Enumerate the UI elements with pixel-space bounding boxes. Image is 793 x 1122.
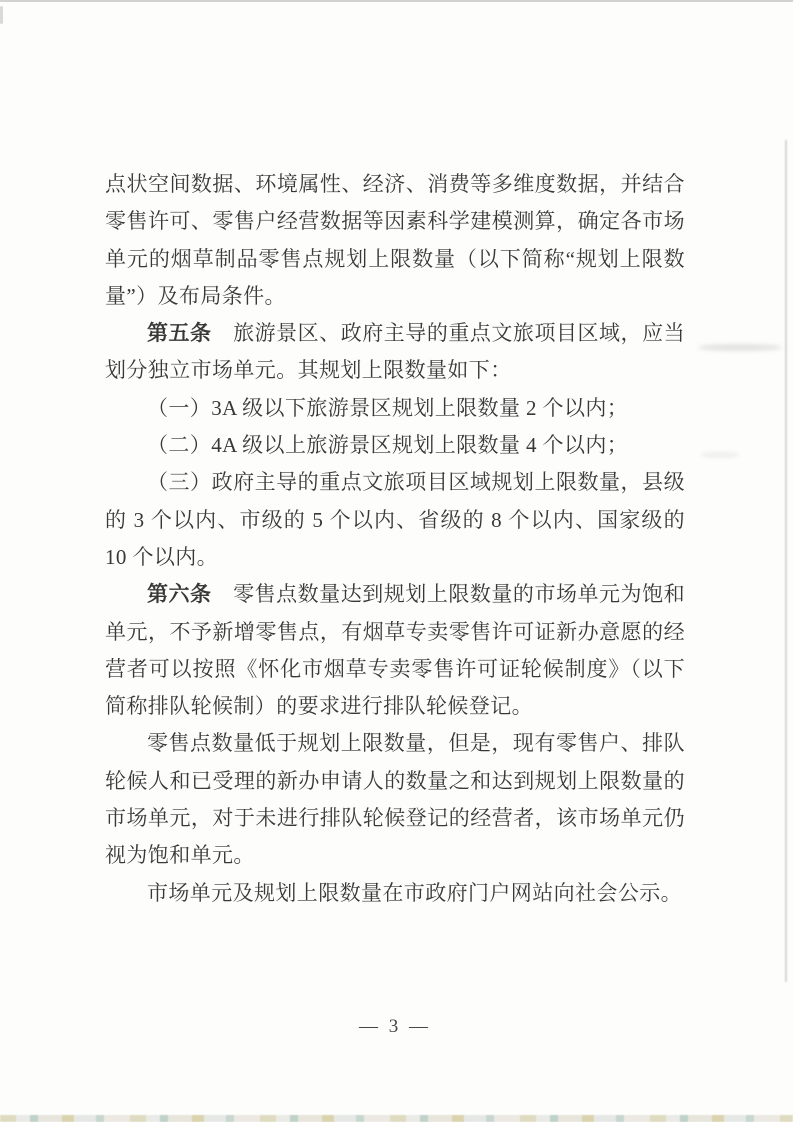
paragraph-text: 零售点数量低于规划上限数量，但是，现有零售户、排队轮候人和已受理的新办申请人的数量之和达到规划上限数量的市场单元，对于未进行排队轮候登记的经营者，该市场单元仍视为饱和单元。 bbox=[105, 731, 685, 868]
article-6-heading: 第六条 bbox=[147, 582, 212, 607]
scan-top-edge-artifact bbox=[0, 0, 793, 2]
paragraph-item-2 bbox=[105, 427, 685, 464]
paragraph-item-1 bbox=[105, 390, 685, 427]
paragraph-article-5 bbox=[105, 315, 685, 390]
paragraph-text: （一）3A 级以下旅游景区规划上限数量 2 个以内； bbox=[147, 395, 629, 420]
scan-bottom-edge-artifact bbox=[0, 1115, 793, 1122]
article-5-heading: 第五条 bbox=[147, 321, 212, 346]
paragraph-text: 旅游景区、政府主导的重点文旅项目区域，应当划分独立市场单元。其规划上限数量如下： bbox=[105, 321, 685, 383]
paragraph-saturated-unit bbox=[105, 725, 685, 874]
paragraph-article-6 bbox=[105, 576, 685, 725]
document-body bbox=[105, 166, 685, 912]
scan-left-edge-artifact bbox=[0, 6, 3, 24]
paragraph-continuation bbox=[105, 166, 685, 315]
paragraph-text: 零售点数量达到规划上限数量的市场单元为饱和单元，不予新增零售点，有烟草专卖零售许可证新办意愿的经营者可以按照《怀化市烟草专卖零售许可证轮候制度》（以下简称排队轮候制）的要求进行排队轮候登记。 bbox=[105, 582, 685, 719]
page-number: — 3 — bbox=[359, 1016, 431, 1037]
scan-smudge-artifact bbox=[698, 344, 782, 351]
paragraph-text: （二）4A 级以上旅游景区规划上限数量 4 个以内； bbox=[147, 433, 629, 458]
paragraph-public-notice bbox=[105, 875, 685, 912]
scan-smudge-artifact bbox=[700, 452, 740, 458]
scan-fold-line-artifact bbox=[785, 140, 787, 982]
paragraph-text: （三）政府主导的重点文旅项目区域规划上限数量，县级的 3 个以内、市级的 5 个以内、省级的 8 个以内、国家级的 10 个以内。 bbox=[105, 470, 685, 569]
paragraph-text: 市场单元及规划上限数量在市政府门户网站向社会公示。 bbox=[147, 880, 682, 905]
paragraph-text: 点状空间数据、环境属性、经济、消费等多维度数据，并结合零售许可、零售户经营数据等因素科学建模测算，确定各市场单元的烟草制品零售点规划上限数量（以下简称“规划上限数量”）及布局条件。 bbox=[105, 172, 685, 308]
paragraph-item-3 bbox=[105, 464, 685, 576]
